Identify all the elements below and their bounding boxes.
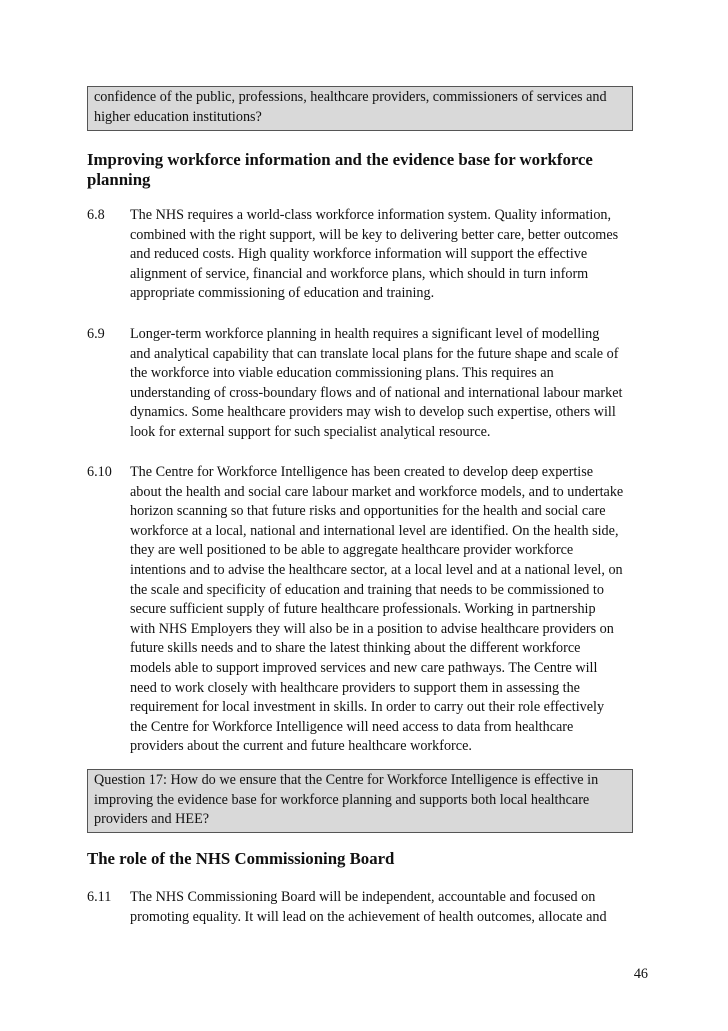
box-line: providers and HEE? xyxy=(94,811,210,828)
paragraph-6-11 xyxy=(87,888,647,927)
page-number: 46 xyxy=(633,966,648,982)
paragraph-line: the workforce into viable education commissioning plans. This requires an xyxy=(130,365,554,382)
paragraph-number: 6.11 xyxy=(87,889,112,905)
paragraph-line: look for external support for such specialist analytical resource. xyxy=(130,423,491,440)
question-box-continued xyxy=(87,86,633,131)
box-line: improving the evidence base for workforce planning and supports both local healthcare xyxy=(94,791,590,808)
question-17-box xyxy=(87,769,633,833)
box-line: higher education institutions? xyxy=(94,108,262,125)
paragraph-line: intentions and to advise the healthcare sector, at a local level and at a national level, on xyxy=(130,561,623,578)
paragraph-line: and analytical capability that can translate local plans for the future shape and scale of xyxy=(130,345,619,362)
paragraph-6-10 xyxy=(87,463,647,757)
paragraph-line: with NHS Employers they will also be in a position to advise healthcare providers on xyxy=(130,620,614,637)
heading-line: Improving workforce information and the evidence base for workforce xyxy=(87,150,593,169)
paragraph-line: The Centre for Workforce Intelligence has been created to develop deep expertise xyxy=(130,464,594,480)
section-heading-commissioning-board xyxy=(87,849,647,869)
paragraph-line: The NHS requires a world-class workforce information system. Quality information, xyxy=(130,207,612,223)
paragraph-number: 6.10 xyxy=(87,464,112,480)
paragraph-line: models able to support improved services and new care pathways. The Centre will xyxy=(130,659,598,676)
heading-line: planning xyxy=(87,170,151,189)
paragraph-6-9 xyxy=(87,325,647,443)
paragraph-line: need to work closely with healthcare providers to support them in assessing the xyxy=(130,679,580,696)
paragraph-line: future skills needs and to share the latest thinking about the different workforce xyxy=(130,640,581,657)
paragraph-line: they are well positioned to be able to aggregate healthcare provider workforce xyxy=(130,542,574,559)
paragraph-line: alignment of service, financial and workforce plans, which should in turn inform xyxy=(130,265,589,282)
paragraph-line: providers about the current and future healthcare workforce. xyxy=(130,738,472,755)
paragraph-line: the Centre for Workforce Intelligence will need access to data from healthcare xyxy=(130,718,574,735)
paragraph-line: The NHS Commissioning Board will be independent, accountable and focused on xyxy=(130,889,596,905)
section-heading-workforce-information xyxy=(87,150,647,190)
paragraph-line: combined with the right support, will be key to delivering better care, better outcomes xyxy=(130,226,619,243)
paragraph-line: Longer-term workforce planning in health requires a significant level of modelling xyxy=(130,326,600,342)
paragraph-line: requirement for local investment in skills. In order to carry out their role effectively xyxy=(130,699,605,716)
paragraph-line: the scale and specificity of education and training that needs to be commissioned to xyxy=(130,581,604,598)
box-line: Question 17: How do we ensure that the Centre for Workforce Intelligence is effective in xyxy=(94,772,599,788)
paragraph-line: workforce at a local, national and international level are identified. On the health side, xyxy=(130,522,619,539)
paragraph-6-8 xyxy=(87,206,647,304)
box-line: confidence of the public, professions, healthcare providers, commissioners of services and xyxy=(94,89,607,105)
paragraph-line: horizon scanning so that future risks and opportunities for the health and social care xyxy=(130,503,606,520)
paragraph-line: understanding of cross-boundary flows and of national and international labour market xyxy=(130,384,623,401)
paragraph-line: secure sufficient supply of future healthcare professionals. Working in partnership xyxy=(130,601,596,618)
paragraph-line: appropriate commissioning of education and training. xyxy=(130,285,435,302)
heading-line: The role of the NHS Commissioning Board xyxy=(87,849,395,868)
paragraph-line: about the health and social care labour market and workforce models, and to undertake xyxy=(130,483,624,500)
paragraph-number: 6.9 xyxy=(87,326,105,342)
paragraph-line: dynamics. Some healthcare providers may wish to develop such expertise, others will xyxy=(130,404,616,421)
paragraph-line: promoting equality. It will lead on the achievement of health outcomes, allocate and xyxy=(130,908,607,925)
paragraph-line: and reduced costs. High quality workforce information will support the effective xyxy=(130,246,588,263)
paragraph-number: 6.8 xyxy=(87,207,105,223)
